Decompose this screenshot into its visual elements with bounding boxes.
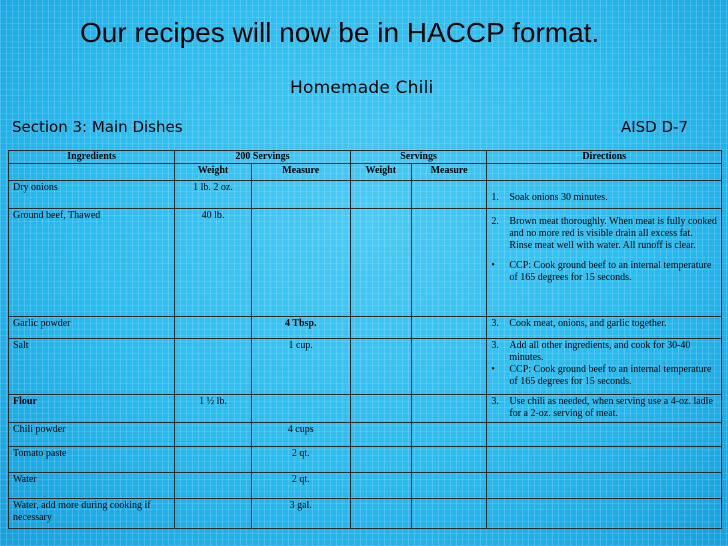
direction-step bbox=[491, 340, 717, 364]
ingredient-cell: Water bbox=[9, 473, 175, 499]
measure-cell bbox=[251, 181, 350, 209]
direction-cell bbox=[487, 423, 722, 447]
direction-cell bbox=[487, 209, 722, 317]
empty-weight-cell bbox=[350, 317, 411, 339]
empty-measure-cell bbox=[411, 339, 486, 395]
empty-weight-cell bbox=[350, 473, 411, 499]
step-text: Use chili as needed, when serving use a 4-oz. ladle for a 2-oz. serving of meat. bbox=[509, 396, 713, 419]
subheader-weight-200: Weight bbox=[175, 164, 251, 181]
subheader-measure: Measure bbox=[411, 164, 486, 181]
header-ingredients: Ingredients bbox=[9, 151, 175, 164]
weight-cell bbox=[175, 473, 251, 499]
ingredient-cell: Garlic powder bbox=[9, 317, 175, 339]
direction-cell bbox=[487, 447, 722, 473]
table-row bbox=[9, 181, 722, 209]
weight-cell bbox=[175, 317, 251, 339]
empty-weight-cell bbox=[350, 447, 411, 473]
empty-measure-cell bbox=[411, 423, 486, 447]
table-header-row bbox=[9, 151, 722, 164]
direction-cell bbox=[487, 339, 722, 395]
weight-cell bbox=[175, 339, 251, 395]
table-row bbox=[9, 499, 722, 529]
empty-measure-cell bbox=[411, 473, 486, 499]
measure-cell: 2 qt. bbox=[251, 447, 350, 473]
subheader-measure-200: Measure bbox=[251, 164, 350, 181]
subheader-weight: Weight bbox=[350, 164, 411, 181]
bullet-icon: • bbox=[491, 260, 495, 271]
table-row bbox=[9, 447, 722, 473]
step-text: Add all other ingredients, and cook for 30-40 minutes. bbox=[509, 340, 691, 363]
empty-weight-cell bbox=[350, 499, 411, 529]
ingredient-cell: Water, add more during cooking if necessary bbox=[9, 499, 175, 529]
ccp-bullet bbox=[491, 260, 717, 284]
direction-step bbox=[491, 182, 717, 204]
recipe-title: Homemade Chili bbox=[290, 78, 434, 98]
weight-cell: 1 lb. 2 oz. bbox=[175, 181, 251, 209]
empty-measure-cell bbox=[411, 209, 486, 317]
ingredient-cell: Dry onions bbox=[9, 181, 175, 209]
table-row bbox=[9, 473, 722, 499]
table-row bbox=[9, 317, 722, 339]
ccp-text: CCP: Cook ground beef to an internal temperature of 165 degrees for 15 seconds. bbox=[509, 260, 712, 283]
step-text: Cook meat, onions, and garlic together. bbox=[509, 318, 667, 329]
empty-weight-cell bbox=[350, 395, 411, 423]
measure-cell: 4 cups bbox=[251, 423, 350, 447]
empty-measure-cell bbox=[411, 317, 486, 339]
step-text: Brown meat thoroughly. When meat is fully cooked and no more red is visible drain all excess fat. Rinse meat well with water. All runoff is clear. bbox=[509, 216, 717, 251]
measure-cell bbox=[251, 395, 350, 423]
measure-cell: 2 qt. bbox=[251, 473, 350, 499]
step-text: Soak onions 30 minutes. bbox=[509, 192, 608, 203]
step-number: 3. bbox=[491, 340, 499, 351]
ingredient-cell: Flour bbox=[9, 395, 175, 423]
empty-weight-cell bbox=[350, 209, 411, 317]
measure-cell: 1 cup. bbox=[251, 339, 350, 395]
direction-step bbox=[491, 396, 717, 420]
weight-cell bbox=[175, 499, 251, 529]
recipe-table bbox=[8, 150, 722, 529]
header-200-servings: 200 Servings bbox=[175, 151, 350, 164]
measure-cell: 3 gal. bbox=[251, 499, 350, 529]
ingredient-cell: Ground beef, Thawed bbox=[9, 209, 175, 317]
empty-weight-cell bbox=[350, 339, 411, 395]
empty-measure-cell bbox=[411, 181, 486, 209]
direction-step bbox=[491, 210, 717, 252]
subheader-blank bbox=[9, 164, 175, 181]
direction-step bbox=[491, 318, 717, 330]
table-row bbox=[9, 423, 722, 447]
step-number: 3. bbox=[491, 396, 499, 407]
weight-cell bbox=[175, 447, 251, 473]
header-directions: Directions bbox=[487, 151, 722, 164]
subheader-directions-blank bbox=[487, 164, 722, 181]
step-number: 1. bbox=[491, 192, 499, 203]
header-servings: Servings bbox=[350, 151, 487, 164]
direction-cell bbox=[487, 317, 722, 339]
table-row bbox=[9, 209, 722, 317]
ingredient-cell: Salt bbox=[9, 339, 175, 395]
weight-cell: 1 ½ lb. bbox=[175, 395, 251, 423]
empty-measure-cell bbox=[411, 447, 486, 473]
measure-cell: 4 Tbsp. bbox=[251, 317, 350, 339]
empty-weight-cell bbox=[350, 181, 411, 209]
step-number: 2. bbox=[491, 216, 499, 227]
weight-cell: 40 lb. bbox=[175, 209, 251, 317]
empty-measure-cell bbox=[411, 395, 486, 423]
direction-cell bbox=[487, 499, 722, 529]
ccp-text: CCP: Cook ground beef to an internal temperature of 165 degrees for 15 seconds. bbox=[509, 364, 712, 387]
direction-cell bbox=[487, 181, 722, 209]
step-number: 3. bbox=[491, 318, 499, 329]
measure-cell bbox=[251, 209, 350, 317]
empty-weight-cell bbox=[350, 423, 411, 447]
bullet-icon: • bbox=[491, 364, 495, 375]
empty-measure-cell bbox=[411, 499, 486, 529]
table-row bbox=[9, 339, 722, 395]
recipe-code: AISD D-7 bbox=[620, 118, 688, 136]
weight-cell bbox=[175, 423, 251, 447]
ingredient-cell: Tomato paste bbox=[9, 447, 175, 473]
ingredient-cell: Chili powder bbox=[9, 423, 175, 447]
direction-cell bbox=[487, 473, 722, 499]
direction-cell bbox=[487, 395, 722, 423]
section-label: Section 3: Main Dishes bbox=[12, 118, 183, 136]
slide-title: Our recipes will now be in HACCP format. bbox=[80, 17, 600, 48]
ccp-bullet bbox=[491, 364, 717, 388]
table-subheader-row bbox=[9, 164, 722, 181]
table-row bbox=[9, 395, 722, 423]
